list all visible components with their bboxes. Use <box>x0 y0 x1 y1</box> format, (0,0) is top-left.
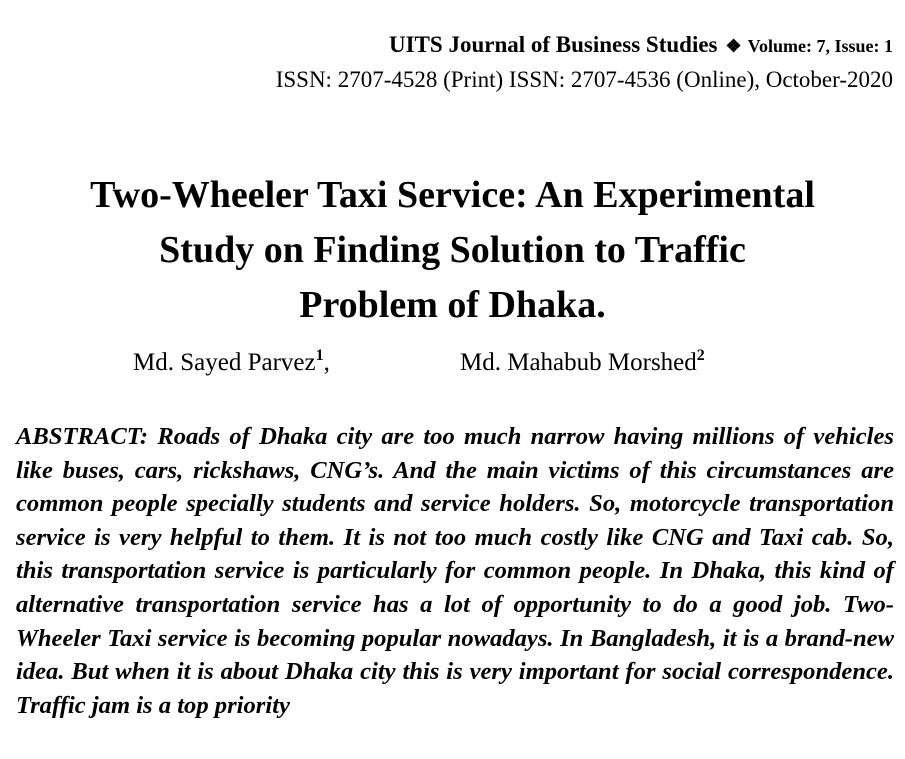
author <box>133 343 330 383</box>
issn-line: ISSN: 2707-4528 (Print) ISSN: 2707-4536 (Online), October-2020 <box>275 67 893 92</box>
abstract-text: Roads of Dhaka city are too much narrow having millions of vehicles like buses, cars, rickshaws, CNG’s. And the main victims of this circumstances are common people specially students and service holders. So, motorcycle transportation service is very helpful to them. It is not too much costly like CNG and Taxi cab. So, this transportation service is particularly for common people. In Dhaka, this kind of alternative transportation service has a lot of opportunity to do a good job. Two-Wheeler Taxi service is becoming popular nowadays. In Bangladesh, it is a brand-new idea. But when it is about Dhaka city this is very important for social correspondence. Traffic jam is a top priority <box>16 423 894 719</box>
author <box>460 343 705 383</box>
abstract <box>16 420 894 722</box>
author-separator: , <box>323 349 330 376</box>
title-line: Study on Finding Solution to Traffic <box>159 229 746 271</box>
journal-header <box>33 28 893 97</box>
volume-issue: Volume: 7, Issue: 1 <box>747 36 893 56</box>
affiliation-mark: 2 <box>696 347 705 364</box>
paper-title <box>20 168 885 333</box>
author-name: Md. Mahabub Morshed <box>460 349 697 376</box>
author-name: Md. Sayed Parvez <box>133 349 316 376</box>
diamond-separator-icon: ❖ <box>725 36 742 56</box>
journal-name: UITS Journal of Business Studies <box>389 32 718 57</box>
affiliation-mark: 1 <box>315 347 324 364</box>
journal-line <box>33 28 893 63</box>
title-line: Problem of Dhaka. <box>299 284 606 326</box>
abstract-label: ABSTRACT: <box>16 423 149 450</box>
title-line: Two-Wheeler Taxi Service: An Experimental <box>90 174 815 216</box>
